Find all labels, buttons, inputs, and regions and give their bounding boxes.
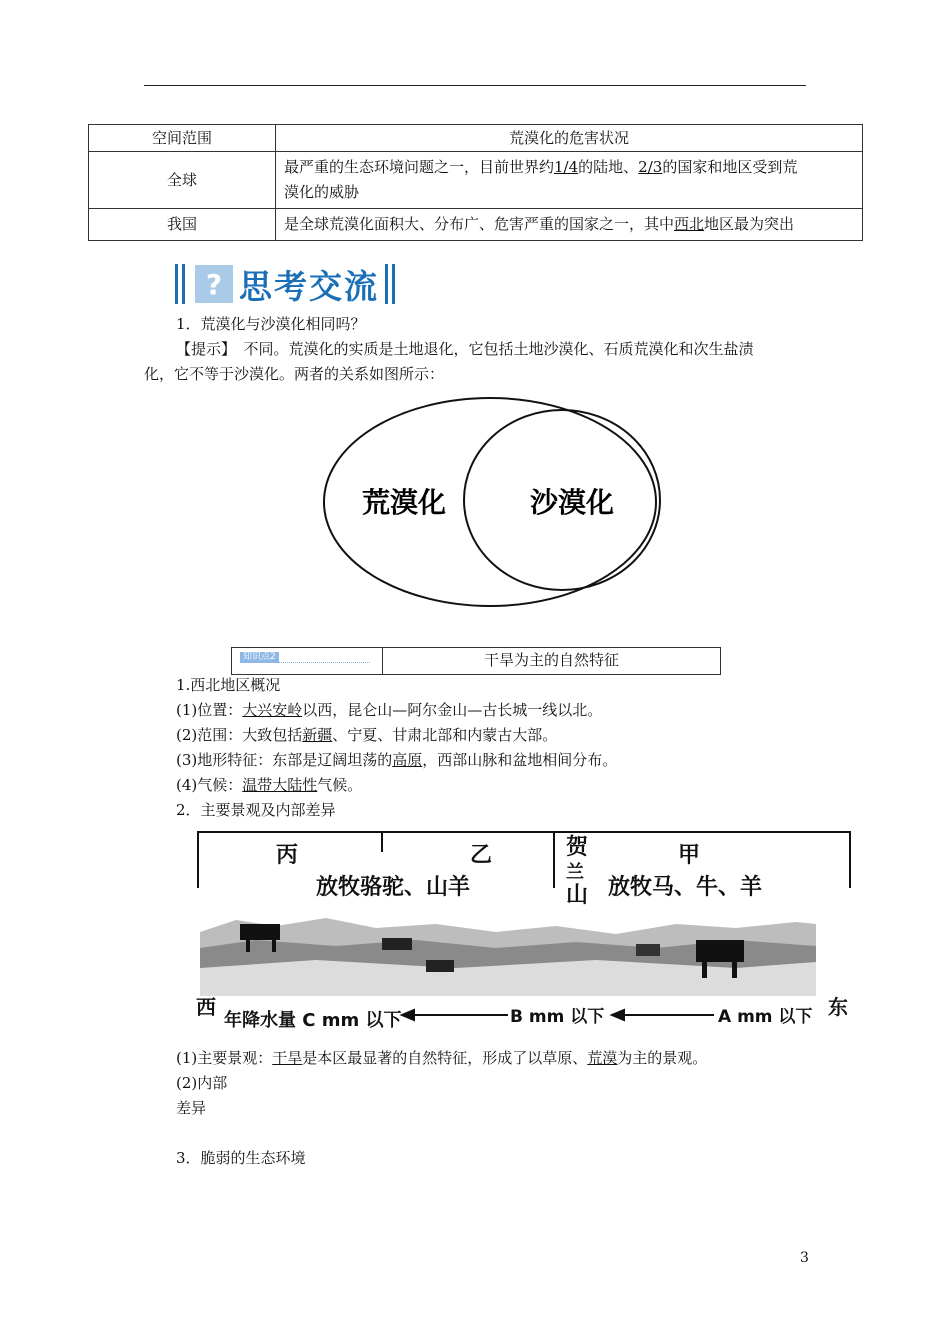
landscape-illustration xyxy=(200,918,816,996)
hint-line-1: 【提示】 不同。荒漠化的实质是土地退化，它包括土地沙漠化、石质荒漠化和次生盐渍 xyxy=(176,340,754,358)
venn-diagram xyxy=(320,396,666,610)
text: 的国家和地区受到荒 xyxy=(662,158,798,176)
underlined-answer: 新疆 xyxy=(302,726,333,744)
underlined-answer: 荒漠 xyxy=(587,1049,618,1067)
text: 地区最为突出 xyxy=(704,215,795,233)
heading-bar xyxy=(175,264,178,304)
s2-title: 2．主要景观及内部差异 xyxy=(176,801,336,819)
s1-range xyxy=(176,723,557,747)
dotted-arrow xyxy=(242,662,370,663)
text: (4)气候： xyxy=(176,776,243,794)
header-rule xyxy=(144,85,806,86)
text: 气候。 xyxy=(317,776,363,794)
table-row xyxy=(89,209,863,241)
underlined-answer: 大兴安岭 xyxy=(242,701,303,719)
arrow-head xyxy=(402,1010,414,1020)
knowledge-title: 干旱为主的自然特征 xyxy=(483,651,619,669)
underlined-answer: 1/4 xyxy=(554,158,579,176)
heading-title: 思考交流 xyxy=(239,266,379,306)
s1-title: 1.西北地区概况 xyxy=(176,676,281,694)
text: (2)范围：大致包括 xyxy=(176,726,303,744)
venn-outer-label: 荒漠化 xyxy=(361,486,447,519)
text: 、宁夏、甘肃北部和内蒙古大部。 xyxy=(332,726,558,744)
label-helan-3: 山 xyxy=(566,883,589,908)
text: ，西部山脉和盆地相间分布。 xyxy=(422,751,618,769)
table-row xyxy=(89,152,863,209)
table-cell-desc xyxy=(276,152,863,209)
question-1: 1．荒漠化与沙漠化相同吗？ xyxy=(176,315,366,333)
text: 的陆地、 xyxy=(578,158,639,176)
underlined-answer: 西北 xyxy=(674,215,705,233)
venn-inner-label: 沙漠化 xyxy=(529,486,615,519)
knowledge-chip: 知识点2 xyxy=(240,652,279,663)
label-jia: 甲 xyxy=(678,843,701,868)
heading-bar xyxy=(182,264,185,304)
heading-bar xyxy=(392,264,395,304)
table-header-row xyxy=(89,125,863,152)
table-cell-desc xyxy=(276,209,863,241)
page-number: 3 xyxy=(800,1250,809,1266)
underlined-answer: 干旱 xyxy=(272,1049,303,1067)
underlined-answer: 高原 xyxy=(392,751,423,769)
text: 是全球荒漠化面积大、分布广、危害严重的国家之一，其中 xyxy=(284,215,675,233)
west-label: 西 xyxy=(196,995,216,1019)
label-bing: 丙 xyxy=(276,843,299,868)
s1-terrain xyxy=(176,748,617,772)
s2-diff-1: (2)内部 xyxy=(176,1074,228,1092)
table-cell-scope: 我国 xyxy=(89,209,276,241)
desertification-table xyxy=(88,124,863,241)
table-header-scope: 空间范围 xyxy=(89,125,276,152)
knowledge-tag xyxy=(232,648,383,674)
table-cell-scope: 全球 xyxy=(89,152,276,209)
label-helan-2: 兰 xyxy=(566,862,584,883)
text: (3)地形特征：东部是辽阔坦荡的 xyxy=(176,751,393,769)
underlined-answer: 2/3 xyxy=(638,158,663,176)
question-icon: ? xyxy=(195,265,233,303)
label-helan-1: 贺 xyxy=(566,835,589,860)
text: 是本区最显著的自然特征，形成了以草原、 xyxy=(302,1049,588,1067)
hint-line-2: 化，它不等于沙漠化。两者的关系如图所示： xyxy=(144,365,445,383)
s2-diff-2: 差异 xyxy=(176,1099,207,1117)
west-animals: 放牧骆驼、山羊 xyxy=(316,875,471,900)
rain-a: A mm 以下 xyxy=(718,1007,813,1027)
landscape-figure xyxy=(196,828,852,1034)
table-header-harm: 荒漠化的危害状况 xyxy=(276,125,863,152)
text: (1)位置： xyxy=(176,701,243,719)
s1-climate xyxy=(176,773,362,797)
rain-c: 年降水量 C mm 以下 xyxy=(224,1010,402,1031)
text: 以西，昆仑山—阿尔金山—古长城一线以北。 xyxy=(302,701,603,719)
rain-b: B mm 以下 xyxy=(510,1007,605,1027)
text: 最严重的生态环境问题之一，目前世界约 xyxy=(284,158,555,176)
text: 为主的景观。 xyxy=(617,1049,708,1067)
label-yi: 乙 xyxy=(470,843,493,868)
section-heading xyxy=(175,262,399,306)
knowledge-box xyxy=(231,647,721,675)
text: 漠化的威胁 xyxy=(284,183,360,201)
s2-landscape xyxy=(176,1046,707,1070)
arrow-head xyxy=(612,1010,624,1020)
underlined-answer: 温带大陆性 xyxy=(242,776,318,794)
s3-title: 3．脆弱的生态环境 xyxy=(176,1149,306,1167)
east-label: 东 xyxy=(828,995,848,1019)
text: (1)主要景观： xyxy=(176,1049,273,1067)
heading-bar xyxy=(385,264,388,304)
s1-position xyxy=(176,698,602,722)
east-animals: 放牧马、牛、羊 xyxy=(608,875,763,900)
